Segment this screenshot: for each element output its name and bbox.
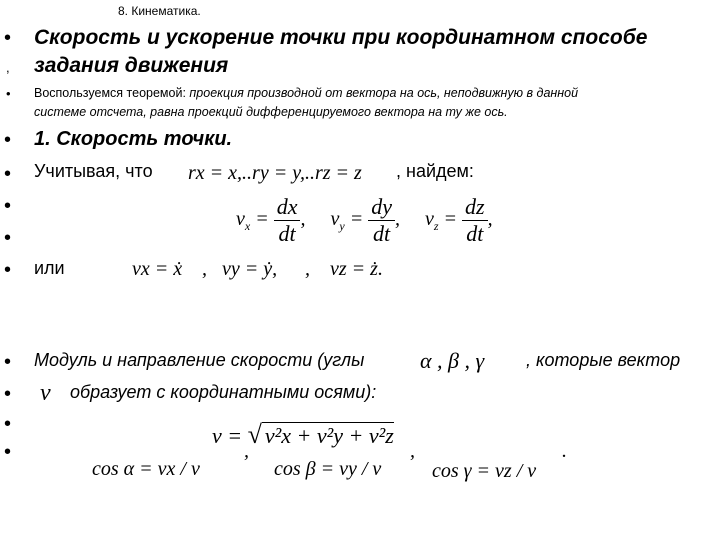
modulus-formula: v = √ v²x + v²y + v²z — [212, 420, 394, 449]
equals: = — [438, 208, 463, 231]
theorem-italic: проекция производной от вектора на ось, неподвижную в данной — [189, 86, 579, 100]
modulus-radicand: v²x + v²y + v²z — [262, 422, 394, 448]
vx-symbol: v — [236, 208, 245, 231]
dy: dy — [368, 194, 395, 221]
dx: dx — [274, 194, 301, 221]
comma: , — [487, 208, 493, 231]
vz-symbol: v — [424, 208, 434, 231]
y-subscript: y — [339, 219, 345, 234]
cos-beta-formula: cos β = vy / v — [274, 458, 382, 480]
theorem-line1 — [34, 86, 578, 100]
z-subscript: z — [433, 219, 439, 234]
slide-title-line1: Скорость и ускорение точки при координатном способе — [34, 26, 648, 49]
bullet: • — [4, 441, 12, 463]
given-suffix: , найдем: — [396, 161, 474, 181]
comma: , — [305, 258, 310, 280]
slide-title-line2: задания движения — [34, 54, 229, 77]
bullet: • — [4, 383, 12, 405]
comma: , — [300, 208, 306, 231]
module-suffix: , которые вектор — [526, 350, 681, 370]
modulus-lhs: v = — [212, 423, 248, 448]
comma: , — [410, 440, 415, 462]
vy-symbol: v — [330, 208, 340, 231]
dt: dt — [373, 221, 391, 246]
theorem-prefix: Воспользуемся теоремой: — [34, 86, 190, 100]
dz-dt-fraction — [462, 194, 488, 247]
bullet: • — [4, 227, 12, 249]
comma: , — [244, 440, 249, 462]
dt: dt — [278, 221, 296, 246]
dz: dz — [462, 194, 488, 221]
equals: = — [344, 208, 369, 231]
derivative-equations — [236, 194, 493, 247]
vx-dot-formula: vx = ẋ — [132, 258, 183, 280]
x-subscript: x — [244, 219, 251, 234]
bullet: • — [4, 351, 12, 373]
cos-alpha-formula: cos α = vx / v — [92, 458, 200, 480]
bullet: • — [6, 86, 11, 101]
ili-text: или — [34, 258, 65, 278]
bullet: • — [4, 163, 12, 185]
vz-dot-formula: vz = ż. — [330, 258, 383, 280]
given-formula: rx = x,..ry = y,..rz = z — [188, 162, 362, 184]
bullet: • — [4, 413, 12, 435]
bullet: • — [4, 259, 12, 281]
vy-dot-formula: vy = ẏ, — [222, 258, 278, 280]
comma: , — [394, 208, 400, 231]
period: . — [562, 440, 567, 462]
bullet: , — [6, 60, 10, 75]
angles-formula: α , β , γ — [420, 348, 485, 373]
module-line2: образует с координатными осями): — [70, 382, 377, 402]
bullet: • — [4, 27, 12, 49]
dx-dt-fraction — [274, 194, 301, 247]
module-text: Модуль и направление скорости (углы — [34, 350, 365, 370]
dt: dt — [466, 221, 484, 246]
cos-gamma-formula: cos γ = vz / v — [432, 460, 537, 482]
theorem-line2: системе отсчета, равна проекций дифференцируемого вектора на ту же ось. — [34, 105, 508, 119]
section-heading: 1. Скорость точки. — [34, 128, 233, 150]
v-symbol: v — [40, 380, 51, 406]
equals: = — [250, 208, 274, 231]
slide-header: 8. Кинематика. — [118, 4, 201, 18]
comma: , — [202, 258, 207, 280]
given-text: Учитывая, что — [34, 161, 153, 181]
bullet: • — [4, 195, 12, 217]
bullet: • — [4, 129, 12, 151]
dy-dt-fraction — [368, 194, 395, 247]
